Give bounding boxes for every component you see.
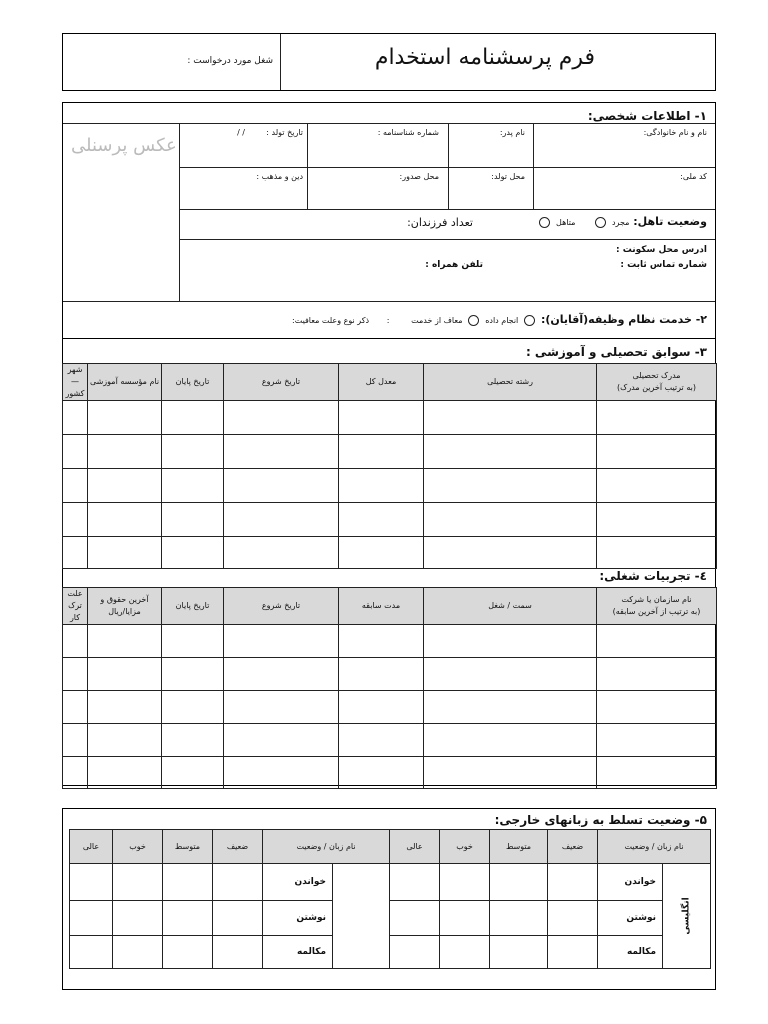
edu-col-field: رشته تحصیلی [424,364,597,401]
lang-col-excellent-1: عالی [390,830,440,864]
single-option-label: مجرد [611,218,630,227]
edu-col-degree: مدرک تحصیلی (به ترتیب آخرین مدرک) [597,364,717,401]
exp-col-start: تاریخ شروع [224,588,339,625]
lang-col-good-1: خوب [440,830,490,864]
table-row[interactable] [63,757,717,789]
edu-col-start: تاریخ شروع [224,364,339,401]
experience-heading: ٤- تجربیات شغلی: [599,569,707,583]
edu-col-city: شهر — کشور [63,364,88,401]
exp-col-end: تاریخ پایان [162,588,224,625]
mobile-label: تلفن همراه : [425,260,483,270]
english-language-label: انگلیسی [681,897,692,935]
married-option-label: متاهل [556,218,576,227]
exp-col-leave-reason: علت ترک کار [63,588,88,625]
form-title: فرم پرسشنامه استخدام [374,45,595,70]
marital-status-label [537,215,707,228]
job-requested-label: شغل مورد درخواست : [187,56,273,66]
birth-place-label: محل تولد: [491,172,525,181]
military-colon: : [386,316,390,325]
phone-label: شماره تماس ثابت : [620,260,707,270]
table-row[interactable] [63,658,717,691]
edu-col-end: تاریخ پایان [162,364,224,401]
lang-col-weak-1: ضعیف [548,830,598,864]
birth-date-label: تاریخ تولد : [266,128,303,137]
children-label: تعداد فرزندان: [407,216,473,229]
name-label: نام و نام خانوادگی: [643,128,707,137]
table-row[interactable] [63,435,717,469]
issue-place-label: محل صدور: [399,172,439,181]
table-row[interactable] [63,691,717,724]
lang-col-name-2: نام زبان / وضعیت [263,830,390,864]
single-radio[interactable] [595,217,606,228]
religion-label: دین و مذهب : [256,172,303,181]
languages-heading: ۵- وضعیت تسلط به زبانهای خارجی: [494,813,707,827]
photo-placeholder: عکس پرسنلی [71,135,177,156]
national-code-label: کد ملی: [680,172,707,181]
table-row[interactable] [63,537,717,569]
lang-col-avg-2: متوسط [163,830,213,864]
job-requested-field[interactable] [64,35,214,89]
address-label: ادرس محل سکونت : [615,245,707,255]
table-row[interactable] [70,936,711,969]
id-number-label: شماره شناسنامه : [377,128,439,137]
edu-col-institute: نام مؤسسه آموزشی [88,364,162,401]
marital-heading: وضعیت تاهل: [633,215,707,228]
lang-col-name-1: نام زبان / وضعیت [598,830,711,864]
skill-writing-1: نوشتن [598,901,663,936]
table-row[interactable] [63,625,717,658]
exp-col-company: نام سازمان یا شرکت (به ترتیب از آخرین سابقه) [597,588,717,625]
military-done-label: انجام داده [485,316,519,325]
table-row[interactable] [63,401,717,435]
skill-writing-2: نوشتن [263,901,333,936]
education-table [62,363,717,569]
birth-date-slashes: / / [237,128,245,137]
edu-col-gpa: معدل کل [339,364,424,401]
exp-col-salary: آخرین حقوق و مزایا/ریال [88,588,162,625]
skill-speaking-2: مکالمه [263,936,333,969]
skill-reading-1: خواندن [598,864,663,901]
exp-col-position: سمت / شغل [424,588,597,625]
lang-col-good-2: خوب [113,830,163,864]
languages-table [69,829,711,969]
education-heading: ۳- سوابق تحصیلی و آموزشی : [525,345,707,359]
experience-table [62,587,717,789]
languages-section [62,808,716,990]
lang-col-excellent-2: عالی [70,830,113,864]
skill-reading-2: خواندن [263,864,333,901]
lang-col-avg-1: متوسط [490,830,548,864]
military-row [292,313,707,326]
personal-heading: ۱- اطلاعات شخصی: [587,109,707,123]
table-row[interactable] [70,901,711,936]
skill-speaking-1: مکالمه [598,936,663,969]
personal-section [62,102,716,339]
table-row[interactable] [63,724,717,757]
exemption-reason-label: ذکر نوع وعلت معافیت: [292,316,370,325]
military-done-radio[interactable] [524,315,535,326]
military-exempt-label: معاف از خدمت [411,316,463,325]
education-experience-section [62,338,716,786]
table-row[interactable] [70,864,711,901]
table-row[interactable] [63,469,717,503]
exp-col-duration: مدت سابقه [339,588,424,625]
father-label: نام پدر: [499,128,525,137]
military-heading: ۲- خدمت نظام وظیفه(آقایان): [540,313,707,326]
lang-col-weak-2: ضعیف [213,830,263,864]
military-exempt-radio[interactable] [468,315,479,326]
table-row[interactable] [63,503,717,537]
married-radio[interactable] [539,217,550,228]
